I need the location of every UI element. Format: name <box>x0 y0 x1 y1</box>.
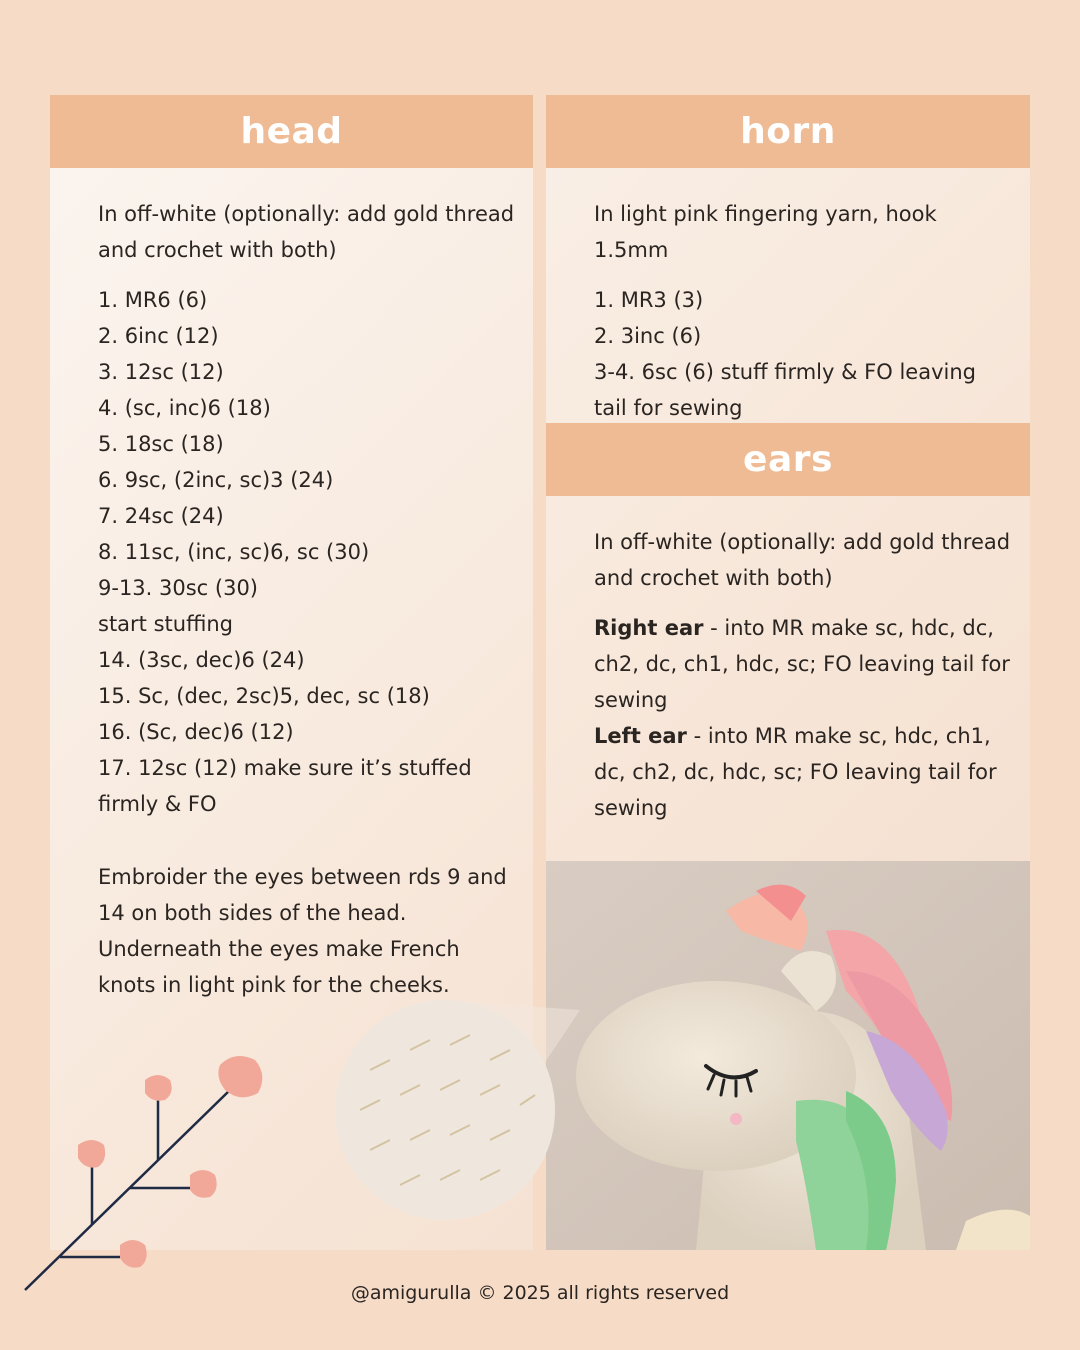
zoom-callout <box>330 990 650 1230</box>
head-round-item: 8. 11sc, (inc, sc)6, sc (30) <box>98 540 370 564</box>
ears-header <box>546 423 1030 496</box>
head-title: head <box>240 111 343 152</box>
head-round-item: 15. Sc, (dec, 2sc)5, dec, sc (18) <box>98 684 430 708</box>
head-embroider-note <box>98 859 518 1003</box>
horn-intro: In light pink fingering yarn, hook 1.5mm <box>594 202 937 262</box>
head-round-item: 6. 9sc, (2inc, sc)3 (24) <box>98 468 334 492</box>
horn-rounds-list <box>594 282 1014 426</box>
head-header <box>50 95 533 168</box>
floral-branch-decoration <box>20 1045 280 1300</box>
head-round-item: 5. 18sc (18) <box>98 432 224 456</box>
left-ear-label: Left ear <box>594 724 687 748</box>
head-round-item: 1. MR6 (6) <box>98 288 208 312</box>
head-round-item: 14. (3sc, dec)6 (24) <box>98 648 305 672</box>
horn-round-item: 1. MR3 (3) <box>594 288 704 312</box>
left-ear-text: - into MR make sc, hdc, ch1, dc, ch2, dc, hdc, sc; FO leaving tail for sewing <box>594 724 997 820</box>
head-round-item: 7. 24sc (24) <box>98 504 224 528</box>
head-rounds-list <box>98 282 518 822</box>
horn-round-item: 3-4. 6sc (6) stuff firmly & FO leaving tail for sewing <box>594 360 976 420</box>
head-intro: In off-white (optionally: add gold thread and crochet with both) <box>98 202 515 262</box>
head-round-item: 9-13. 30sc (30) <box>98 576 259 600</box>
head-round-item: 3. 12sc (12) <box>98 360 224 384</box>
left-ear-instruction <box>594 718 1014 826</box>
horn-round-item: 2. 3inc (6) <box>594 324 702 348</box>
head-round-item: 16. (Sc, dec)6 (12) <box>98 720 294 744</box>
copyright-footer: @amigurulla © 2025 all rights reserved <box>350 1282 730 1304</box>
ears-title: ears <box>743 439 833 480</box>
head-instructions <box>98 196 518 822</box>
ears-intro: In off-white (optionally: add gold thread and crochet with both) <box>594 530 1011 590</box>
head-round-item: 17. 12sc (12) make sure it’s stuffed firmly & FO <box>98 756 472 816</box>
right-ear-instruction <box>594 610 1014 718</box>
right-ear-label: Right ear <box>594 616 704 640</box>
right-ear-text: - into MR make sc, hdc, dc, ch2, dc, ch1, hdc, sc; FO leaving tail for sewing <box>594 616 1010 712</box>
head-round-item: 2. 6inc (12) <box>98 324 219 348</box>
horn-title: horn <box>740 111 836 152</box>
horn-header <box>546 95 1030 168</box>
head-round-item: start stuffing <box>98 612 234 636</box>
ears-instructions <box>594 524 1014 826</box>
horn-instructions <box>594 196 1014 426</box>
embroider-text: Embroider the eyes between rds 9 and 14 on both sides of the head. Underneath the eyes make French knots in light pink for the cheeks. <box>98 865 507 997</box>
head-round-item: 4. (sc, inc)6 (18) <box>98 396 271 420</box>
